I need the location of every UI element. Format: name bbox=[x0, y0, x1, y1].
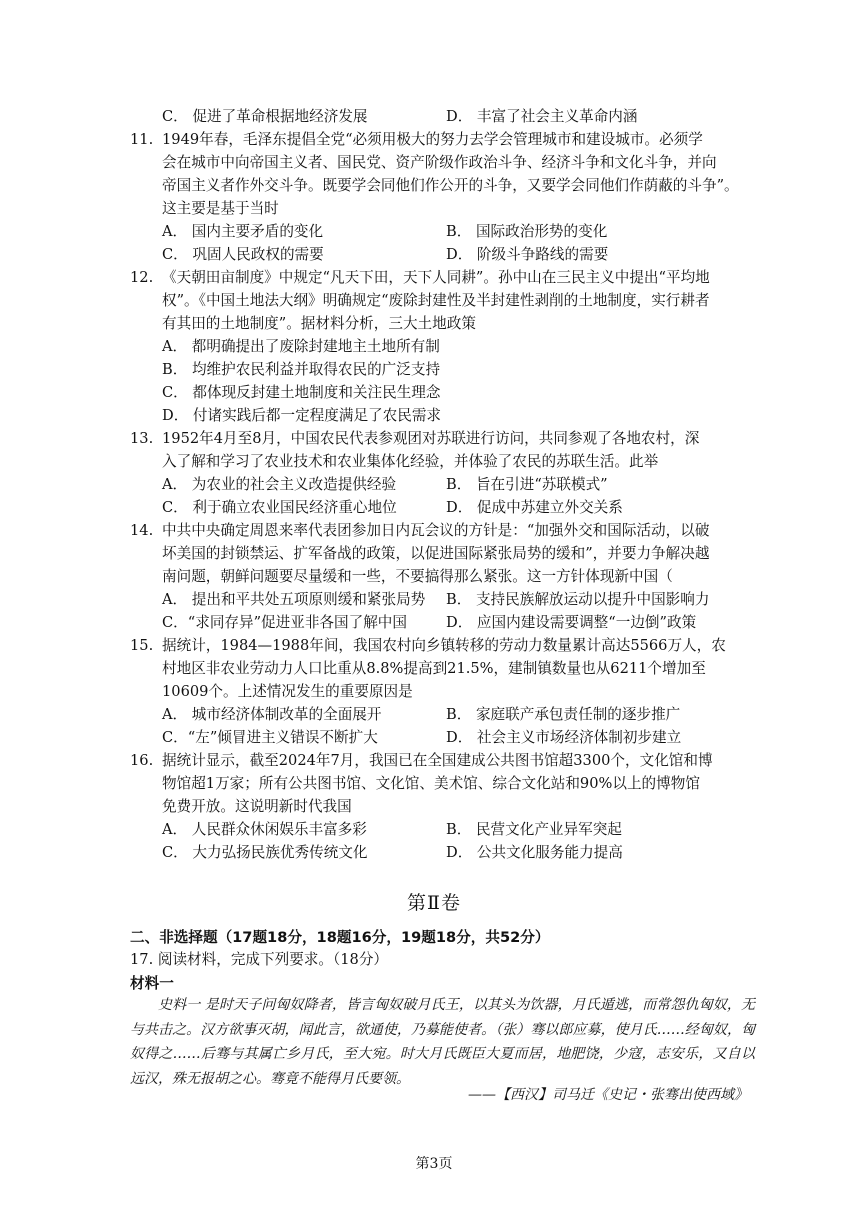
q11-option-c: C． 巩固人民政权的需要 bbox=[162, 246, 324, 263]
q13-option-d: D． 促成中苏建立外交关系 bbox=[446, 499, 623, 516]
material-passage: 史料一 是时天子问匈奴降者，皆言匈奴破月氏王，以其头为饮器，月氏遁逃，而常怨仇匈奴，无与共击之。汉方欲事灭胡，闻此言，欲通使，乃募能使者。（张）骞以郎应募，使月氏……经匈奴，匈奴得之……后骞与其属亡乡月氏，至大宛。时大月氏既臣大夏而居，地肥饶，少寇，志安乐，又自以远汉，殊无报胡之心。骞竟不能得月氏要领。 bbox=[130, 997, 755, 1087]
q15-option-b: B． 家庭联产承包责任制的逐步推广 bbox=[446, 706, 681, 723]
q11-option-d: D． 阶级斗争路线的需要 bbox=[446, 246, 609, 263]
q12-stem-line1: 《天朝田亩制度》中规定“凡天下田，天下人同耕”。孙中山在三民主义中提出“平均地 bbox=[162, 269, 710, 286]
q13-option-c: C． 利于确立农业国民经济重心地位 bbox=[162, 499, 397, 516]
q14-option-a: A． 提出和平共处五项原则缓和紧张局势 bbox=[162, 591, 426, 608]
q15-number: 15. bbox=[130, 637, 154, 654]
q17-instruction: 17. 阅读材料，完成下列要求。（18分） bbox=[130, 951, 389, 968]
q14-stem-line2: 坏美国的封锁禁运、扩军备战的政策，以促进国际紧张局势的缓和”，并要力争解决越 bbox=[162, 545, 710, 562]
q15-option-c: C．“左”倾冒进主义错误不断扩大 bbox=[162, 729, 378, 746]
q14-stem-line1: 中共中央确定周恩来率代表团参加日内瓦会议的方针是：“加强外交和国际活动，以破 bbox=[162, 522, 710, 539]
q11-stem-line2: 会在城市中向帝国主义者、国民党、资产阶级作政治斗争、经济斗争和文化斗争，并向 bbox=[162, 154, 717, 171]
q14-stem-line3: 南问题，朝鲜问题要尽量缓和一些，不要搞得那么紧张。这一方针体现新中国（ bbox=[162, 568, 673, 585]
q16-option-d: D． 公共文化服务能力提高 bbox=[446, 844, 623, 861]
q15-stem-line3: 10609个。上述情况发生的重要原因是 bbox=[162, 683, 413, 700]
q10-option-c: C． 促进了革命根据地经济发展 bbox=[162, 108, 368, 125]
q15-option-a: A． 城市经济体制改革的全面展开 bbox=[162, 706, 382, 723]
part-heading: 二、非选择题（17题18分，18题16分，19题18分，共52分） bbox=[130, 929, 550, 946]
q11-stem-line4: 这主要是基于当时 bbox=[162, 200, 279, 217]
q12-number: 12. bbox=[130, 269, 154, 286]
q12-option-d: D． 付诸实践后都一定程度满足了农民需求 bbox=[162, 407, 442, 424]
material-source: ——【西汉】司马迁《史记・张骞出使西域》 bbox=[468, 1087, 748, 1103]
q14-option-b: B． 支持民族解放运动以提升中国影响力 bbox=[446, 591, 710, 608]
q15-stem-line1: 据统计，1984—1988年间，我国农村向乡镇转移的劳动力数量累计高达5566万人，农 bbox=[162, 637, 726, 654]
q13-option-a: A． 为农业的社会主义改造提供经验 bbox=[162, 476, 397, 493]
q12-option-c: C． 都体现反封建土地制度和关注民生理念 bbox=[162, 384, 441, 401]
q15-stem-line2: 村地区非农业劳动力人口比重从8.8%提高到21.5%，建制镇数量也从6211个增加至 bbox=[162, 660, 706, 677]
q11-number: 11. bbox=[130, 131, 154, 148]
q11-stem-line1: 1949年春，毛泽东提倡全党“必须用极大的努力去学会管理城市和建设城市。必须学 bbox=[162, 131, 703, 148]
q11-option-b: B． 国际政治形势的变化 bbox=[446, 223, 608, 240]
section-title: 第Ⅱ卷 bbox=[407, 892, 461, 914]
q16-stem-line3: 免费开放。这说明新时代我国 bbox=[162, 798, 352, 815]
q12-option-b: B． 均维护农民利益并取得农民的广泛支持 bbox=[162, 361, 441, 378]
q16-stem-line1: 据统计显示，截至2024年7月，我国已在全国建成公共图书馆超3300个，文化馆和博 bbox=[162, 752, 713, 769]
q14-option-d: D． 应国内建设需要调整“一边倒”政策 bbox=[446, 614, 697, 631]
q13-stem-line1: 1952年4月至8月，中国农民代表参观团对苏联进行访问，共同参观了各地农村，深 bbox=[162, 430, 700, 447]
q16-option-a: A． 人民群众休闲娱乐丰富多彩 bbox=[162, 821, 367, 838]
q16-option-b: B． 民营文化产业异军突起 bbox=[446, 821, 622, 838]
q16-option-c: C． 大力弘扬民族优秀传统文化 bbox=[162, 844, 368, 861]
q13-number: 13. bbox=[130, 430, 154, 447]
q11-stem-line3: 帝国主义者作外交斗争。既要学会同他们作公开的斗争，又要学会同他们作荫蔽的斗争”。 bbox=[162, 177, 739, 194]
q13-option-b: B． 旨在引进“苏联模式” bbox=[446, 476, 608, 493]
q16-number: 16. bbox=[130, 752, 154, 769]
q14-number: 14. bbox=[130, 522, 154, 539]
material-heading: 材料一 bbox=[130, 975, 174, 992]
q12-option-a: A． 都明确提出了废除封建地主土地所有制 bbox=[162, 338, 440, 355]
q11-option-a: A． 国内主要矛盾的变化 bbox=[162, 223, 324, 240]
q12-stem-line3: 有其田的土地制度”。据材料分析，三大土地政策 bbox=[162, 315, 476, 332]
page-number: 第3页 bbox=[415, 1156, 453, 1172]
q12-stem-line2: 权”。《中国土地法大纲》明确规定“废除封建性及半封建性剥削的土地制度，实行耕者 bbox=[162, 292, 710, 309]
q10-option-d: D． 丰富了社会主义革命内涵 bbox=[446, 108, 638, 125]
q16-stem-line2: 物馆超1万家；所有公共图书馆、文化馆、美术馆、综合文化站和90%以上的博物馆 bbox=[162, 775, 700, 792]
q15-option-d: D． 社会主义市场经济体制初步建立 bbox=[446, 729, 682, 746]
q14-option-c: C．“求同存异”促进亚非各国了解中国 bbox=[162, 614, 407, 631]
q13-stem-line2: 入了解和学习了农业技术和农业集体化经验，并体验了农民的苏联生活。此举 bbox=[162, 453, 659, 470]
